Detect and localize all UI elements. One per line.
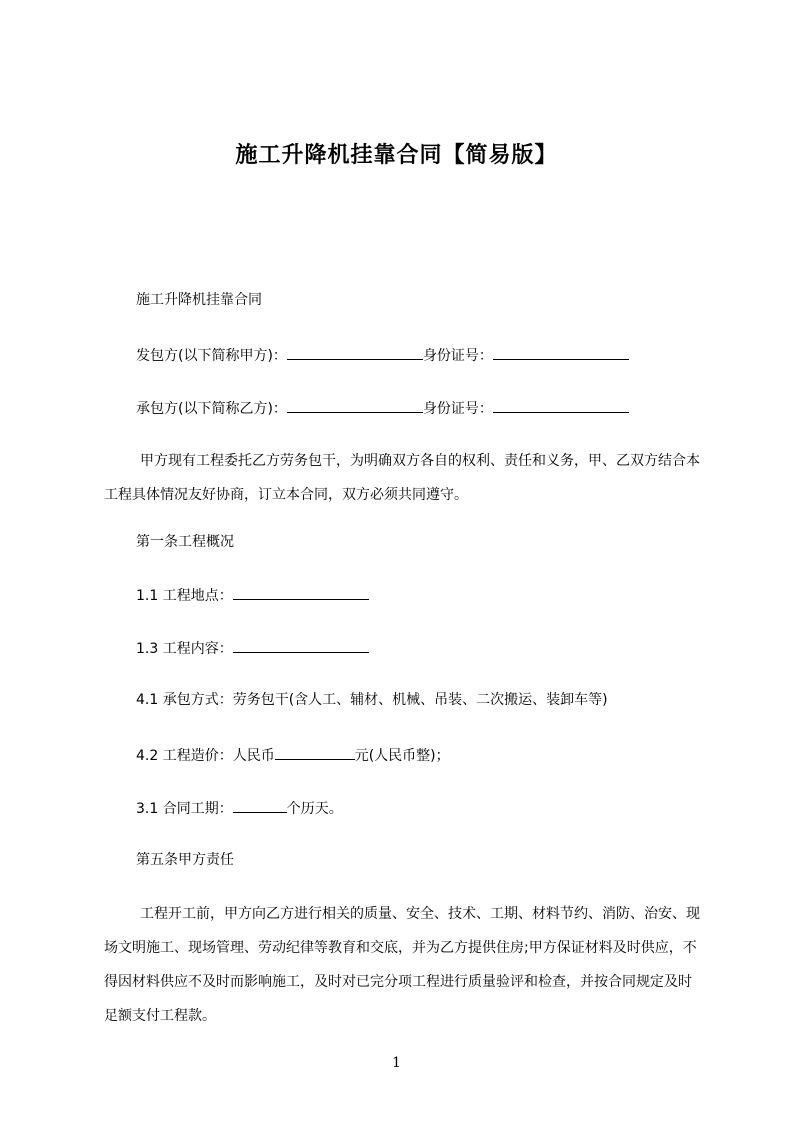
item-1-3 [136,638,369,659]
item-4-2-suffix: 元(人民币整)； [354,748,450,764]
party-a-label: 发包方(以下简称甲方)： [136,348,287,364]
item-4-2-prefix: 4.2 工程造价：人民币 [136,748,275,764]
party-b-line [136,398,629,419]
item-3-1 [136,798,343,819]
party-b-name-blank [287,398,423,413]
project-cost-blank [275,745,355,760]
contract-subtitle: 施工升降机挂靠合同 [136,292,262,308]
party-b-label: 承包方(以下简称乙方)： [136,401,287,417]
item-1-1-label: 1.1 工程地点： [136,588,233,604]
item-3-1-suffix: 个历天。 [286,801,343,817]
section-5-heading: 第五条甲方责任 [136,852,234,868]
page-number: 1 [392,1055,401,1071]
party-b-id-label: 身份证号： [422,401,493,417]
party-a-name-blank [287,345,423,360]
intro-paragraph-text: 甲方现有工程委托乙方劳务包干，为明确双方各自的权利、责任和义务，甲、乙双方结合本工程具体情况友好协商，订立本合同，双方必须共同遵守。 [104,453,700,503]
item-1-1 [136,585,369,606]
project-location-blank [233,585,369,600]
document-title: 施工升降机挂靠合同【简易版】 [235,143,558,168]
item-1-3-label: 1.3 工程内容： [136,641,233,657]
item-3-1-prefix: 3.1 合同工期： [136,801,233,817]
party-a-line [136,345,629,366]
section-5-paragraph-text: 工程开工前，甲方向乙方进行相关的质量、安全、技术、工期、材料节约、消防、治安、现场文明施工、现场管理、劳动纪律等教育和交底，并为乙方提供住房;甲方保证材料及时供应，不得因材料供应不及时而影响施工，及时对已完分项工程进行质量验评和检查，并按合同规定及时足额支付工程款。 [104,906,700,1024]
section-1-heading: 第一条工程概况 [136,534,234,550]
project-content-blank [233,638,369,653]
section-5-paragraph [104,897,704,1033]
party-b-id-blank [493,398,629,413]
item-4-1: 4.1 承包方式：劳务包干(含人工、辅材、机械、吊装、二次搬运、装卸车等) [136,692,608,708]
party-a-id-label: 身份证号： [422,348,493,364]
contract-period-blank [233,798,287,813]
intro-paragraph [104,444,704,512]
party-a-id-blank [493,345,629,360]
item-4-2 [136,745,450,766]
